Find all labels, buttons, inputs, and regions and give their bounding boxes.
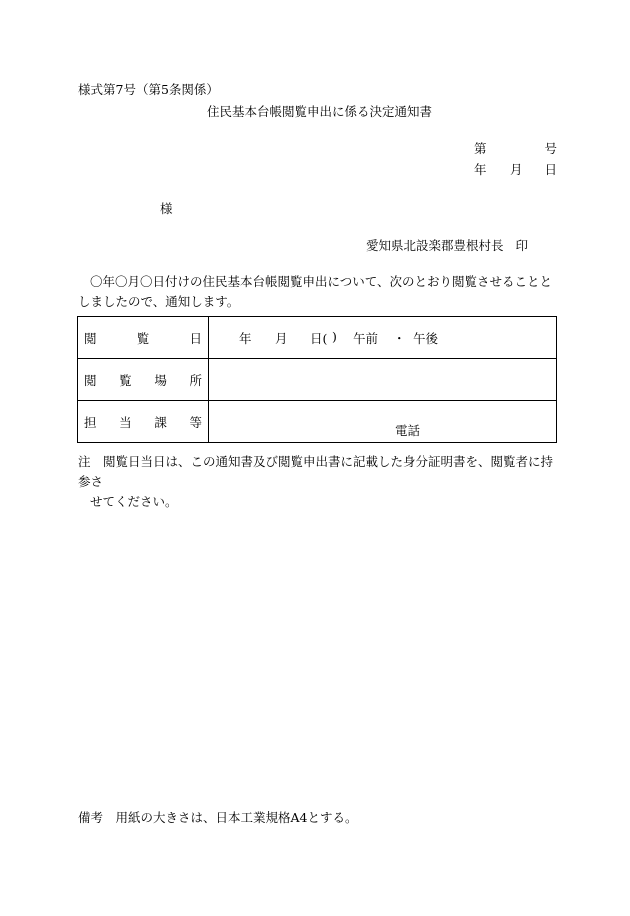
table-row-date xyxy=(78,317,557,359)
time-pm: 午後 xyxy=(413,330,439,346)
table-row-place xyxy=(78,359,557,401)
contact-label-char: 当 xyxy=(119,414,132,430)
contact-label-char: 担 xyxy=(84,414,97,430)
time-am: 午前 xyxy=(353,330,379,346)
date-label-cell xyxy=(78,317,209,359)
date-value-paren: ) xyxy=(332,328,337,344)
date-label-char: 覧 xyxy=(136,330,150,346)
issuer-line xyxy=(366,236,528,254)
addressee-suffix: 様 xyxy=(160,201,173,216)
place-label-char: 閲 xyxy=(84,372,97,388)
date-value-day: 日( xyxy=(310,330,328,346)
note-line: 注 閲覧日当日は、この通知書及び閲覧申出書に記載した身分証明書を、閲覧者に持参さ xyxy=(78,454,554,489)
table-row-contact xyxy=(78,401,557,443)
issuer-name: 愛知県北設楽郡豊根村長 xyxy=(366,238,504,253)
info-table xyxy=(77,316,557,443)
place-label-char: 覧 xyxy=(119,372,132,388)
number-prefix: 第 xyxy=(474,141,487,156)
phone-label: 電話 xyxy=(395,423,421,438)
date-label-char: 日 xyxy=(189,330,202,346)
place-label-cell xyxy=(78,359,209,401)
date-day: 日 xyxy=(544,162,557,177)
time-separator: ・ xyxy=(393,330,406,346)
document-title: 住民基本台帳閲覧申出に係る決定通知書 xyxy=(207,104,433,119)
date-year: 年 xyxy=(474,162,487,177)
place-label-char: 場 xyxy=(154,372,167,388)
date-value-cell xyxy=(209,317,557,359)
date-value-month: 月 xyxy=(275,330,288,346)
date-label-char: 閲 xyxy=(84,330,97,346)
date-month: 月 xyxy=(510,162,523,177)
form-label: 様式第7号（第5条関係） xyxy=(78,82,219,97)
body-text: 〇年〇月〇日付けの住民基本台帳閲覧申出について、次のとおり閲覧させることとしましたので、通知します。 xyxy=(78,274,553,309)
place-value-cell xyxy=(209,359,557,401)
remarks: 備考 用紙の大きさは、日本工業規格A4とする。 xyxy=(78,810,358,825)
contact-value-cell xyxy=(209,401,557,443)
place-label-char: 所 xyxy=(189,372,202,388)
seal-mark: 印 xyxy=(515,238,529,253)
note xyxy=(78,452,560,512)
number-suffix: 号 xyxy=(544,141,557,156)
note-line: せてください。 xyxy=(90,494,178,509)
date-value-year: 年 xyxy=(239,330,252,346)
contact-label-char: 等 xyxy=(189,414,202,430)
contact-label-cell xyxy=(78,401,209,443)
contact-label-char: 課 xyxy=(154,414,167,430)
